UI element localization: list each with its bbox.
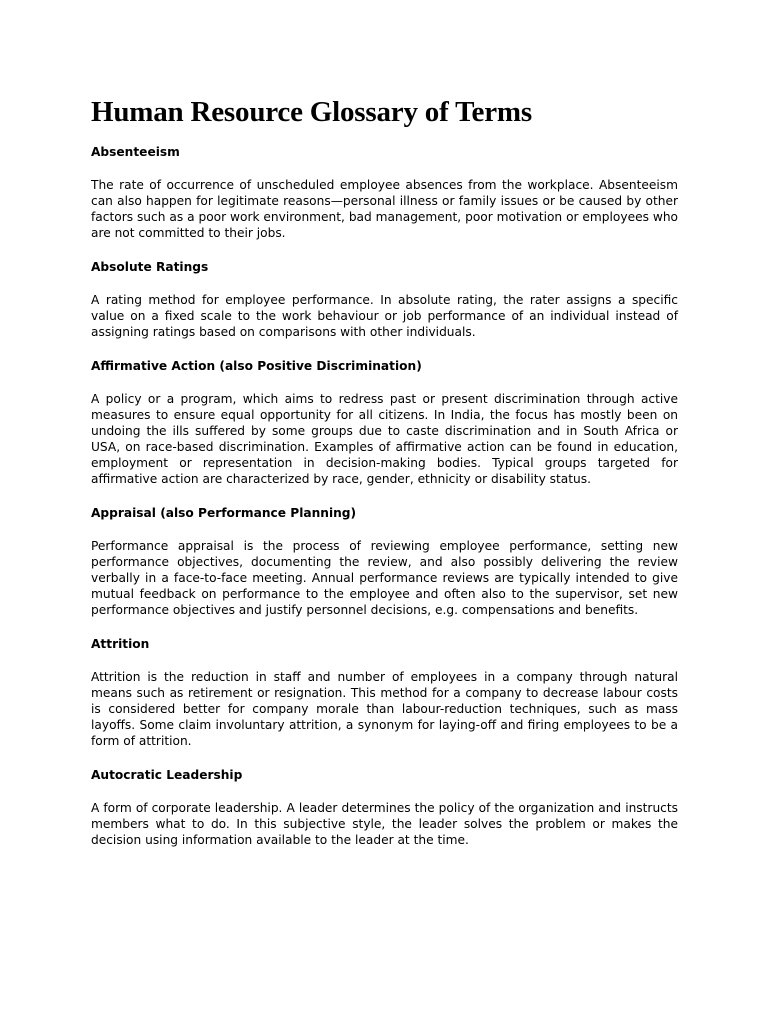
glossary-entry-appraisal	[91, 505, 678, 618]
glossary-entry-attrition	[91, 636, 678, 749]
glossary-entry-absenteeism	[91, 144, 678, 241]
term-definition: The rate of occurrence of unscheduled employee absences from the workplace. Absenteeism can also happen for legitimate reasons—personal illness or family issues or be caused by other factors such as a poor work environment, bad management, poor motivation or employees who are not committed to their jobs.	[91, 178, 678, 240]
term-heading: Absolute Ratings	[91, 260, 209, 274]
term-definition: A form of corporate leadership. A leader determines the policy of the organization and instructs members what to do. In this subjective style, the leader solves the problem or makes the decision using information available to the leader at the time.	[91, 801, 678, 847]
glossary-entry-autocratic-leadership	[91, 767, 678, 848]
document-title: Human Resource Glossary of Terms	[91, 96, 532, 128]
document-page	[91, 92, 678, 866]
glossary-entry-absolute-ratings	[91, 259, 678, 340]
term-definition: A policy or a program, which aims to redress past or present discrimination through active measures to ensure equal opportunity for all citizens. In India, the focus has mostly been on undoing the ills suffered by some groups due to caste discrimination and in South Africa or USA, on race-based discrimination. Examples of affirmative action can be found in education, employment or representation in decision-making bodies. Typical groups targeted for affirmative action are characterized by race, gender, ethnicity or disability status.	[91, 392, 678, 486]
glossary-entry-affirmative-action	[91, 358, 678, 487]
term-definition: A rating method for employee performance. In absolute rating, the rater assigns a specific value on a fixed scale to the work behaviour or job performance of an individual instead of assigning ratings based on comparisons with other individuals.	[91, 293, 678, 339]
term-definition: Attrition is the reduction in staff and number of employees in a company through natural means such as retirement or resignation. This method for a company to decrease labour costs is considered better for company morale than labour-reduction techniques, such as mass layoffs. Some claim involuntary attrition, a synonym for laying-off and firing employees to be a form of attrition.	[91, 670, 678, 748]
term-heading: Absenteeism	[91, 145, 180, 159]
term-definition: Performance appraisal is the process of reviewing employee performance, setting new performance objectives, documenting the review, and also possibly delivering the review verbally in a face-to-face meeting. Annual performance reviews are typically intended to give mutual feedback on performance to the employee and often also to the supervisor, set new performance objectives and justify personnel decisions, e.g. compensations and benefits.	[91, 539, 678, 617]
term-heading: Appraisal (also Performance Planning)	[91, 506, 357, 520]
term-heading: Affirmative Action (also Positive Discrimination)	[91, 359, 422, 373]
term-heading: Attrition	[91, 637, 150, 651]
term-heading: Autocratic Leadership	[91, 768, 243, 782]
